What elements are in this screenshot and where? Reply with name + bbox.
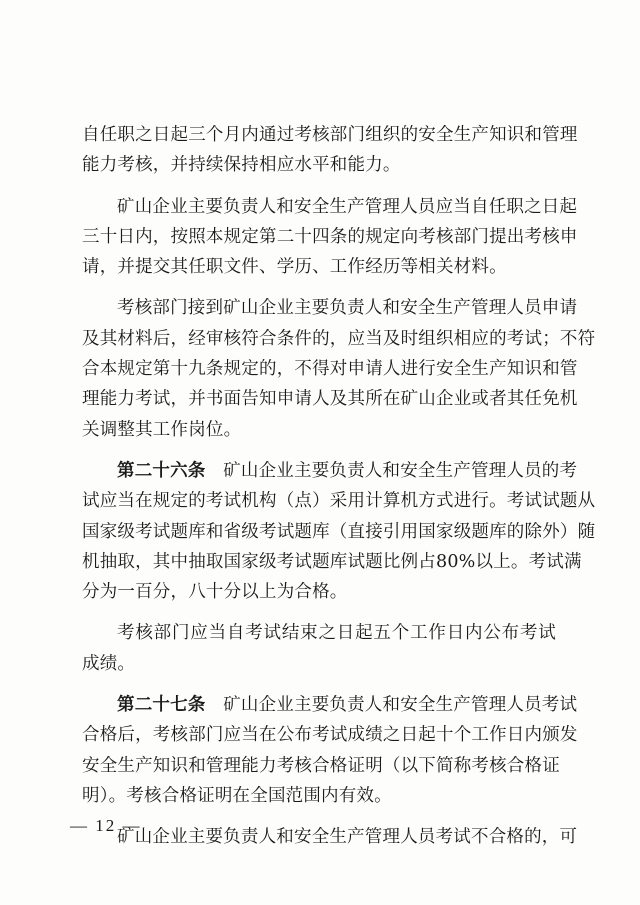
text-line: 明）。考核合格证明在全国范围内有效。 (82, 785, 392, 806)
text-line: 及其材料后，经审核符合条件的，应当及时组织相应的考试；不符 (82, 328, 596, 349)
text-line: 合本规定第十九条规定的，不得对申请人进行安全生产知识和管 (82, 359, 578, 380)
text-line: 安全生产知识和管理能力考核合格证明（以下简称考核合格证 (82, 755, 560, 776)
body-text (82, 120, 596, 853)
text-line: 矿山企业主要负责人和安全生产管理人员考试不合格的，可 (117, 827, 578, 848)
text-line: 合格后，考核部门应当在公布考试成绩之日起十个工作日内颁发 (82, 725, 578, 746)
text-line: 矿山企业主要负责人和安全生产管理人员的考 (223, 460, 578, 481)
text-line: 考核部门应当自考试结束之日起五个工作日内公布考试 (117, 623, 556, 644)
text-line: 关调整其工作岗位。 (82, 419, 242, 440)
text-line: 矿山企业主要负责人和安全生产管理人员考试 (223, 695, 578, 716)
article-first-line (82, 456, 578, 486)
text-line: 能力考核，并持续保持相应水平和能力。 (82, 155, 401, 176)
text-line: 自任职之日起三个月内通过考核部门组织的安全生产知识和管理 (82, 125, 578, 145)
text-line: 请，并提交其任职文件、学历、工作经历等相关材料。 (82, 257, 507, 278)
article-heading: 第二十七条 (117, 695, 206, 716)
text-line: 分为一百分，八十分以上为合格。 (82, 582, 348, 603)
text-line: 国家级考试题库和省级考试题库（直接引用国家级题库的除外）随 (82, 521, 596, 542)
text-line: 三十日内，按照本规定第二十四条的规定向考核部门提出考核申 (82, 226, 578, 247)
article-first-line (82, 690, 578, 720)
text-line: 试应当在规定的考试机构（点）采用计算机方式进行。考试试题从 (82, 491, 596, 512)
page-number: — 12 — (70, 816, 142, 835)
text-line: 成绩。 (82, 653, 136, 674)
article-heading: 第二十六条 (117, 460, 206, 481)
text-line: 机抽取，其中抽取国家级考试题库试题比例占80%以上。考试满 (82, 551, 582, 572)
text-line: 考核部门接到矿山企业主要负责人和安全生产管理人员申请 (117, 298, 578, 319)
text-line: 理能力考试，并书面告知申请人及其所在矿山企业或者其任免机 (82, 389, 578, 410)
text-line: 矿山企业主要负责人和安全生产管理人员应当自任职之日起 (117, 196, 578, 217)
